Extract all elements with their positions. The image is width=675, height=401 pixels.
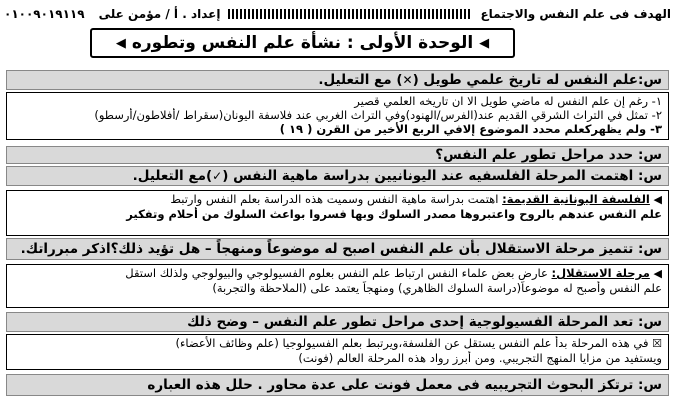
answer-1-line-2: ٢- تمثل في التراث الشرقي القديم عند(الفرس/الهنود)وفي التراث الغربي عند فلاسفة اليونان(سقراط /أفلاطون/أرسطو): [94, 108, 662, 122]
question-1: س: علم النفس له تاريخ علمي طويل ( ✕ ) مع التعليل.: [6, 70, 669, 90]
answer-5-line-2: ويستفيد من مزايا المنهج التجريبي. ومن أبرز رواد هذه المرحلة العالم (فونت): [298, 351, 662, 365]
answer-3-line-1: اهتمت بدراسة ماهية النفس وسميت هذه الدراسة بعلم النفس وارتبط: [170, 192, 499, 206]
arrow-icon: ◀: [653, 193, 662, 206]
arrow-icon: ◀: [115, 35, 126, 51]
question-3: س: اهتمت المرحلة الفلسفيه عند اليونانيين بدراسة ماهية النفس ( ✓ )مع التعليل.: [6, 166, 669, 186]
header-prepared-by: إعداد . أ / مؤمن على: [98, 7, 221, 21]
answer-1-line-3: ٣- ولم يظهركعلم محدد الموضوع إلافي الربع الأخير من القرن ( ١٩ ): [279, 122, 662, 136]
question-2-text: س: حدد مراحل تطور علم النفس؟: [435, 147, 662, 163]
header-divider: [228, 9, 472, 19]
question-4: [6, 238, 669, 260]
question-6: [6, 374, 669, 396]
unit-title-banner: [90, 28, 515, 58]
answer-4: [6, 264, 669, 308]
answer-5: [6, 334, 669, 370]
question-6-text: س: ترتكز البحوث التجريبيه فى معمل فونت على عدة محاور . حلل هذه العباره: [147, 377, 662, 393]
answer-1: [6, 92, 669, 140]
answer-3-line-2: علم النفس عندهم بالروح واعتبروها مصدر السلوك وبها فسروا بواعث السلوك من أحلام وتفكير: [126, 207, 662, 221]
question-2: [6, 146, 669, 164]
page-header: [4, 3, 671, 25]
answer-3-heading: الفلسفة اليونانية القديمة:: [502, 192, 650, 206]
header-phone: ٠١٠٠٩٠١٩١١٩: [4, 7, 85, 21]
header-subject-title: الهدف فى علم النفس والاجتماع: [480, 7, 671, 21]
answer-3: [6, 190, 669, 236]
question-1-text: س:: [637, 72, 662, 88]
answer-4-line-1: عارض بعض علماء النفس ارتباط علم النفس بعلوم الفسيولوجي والبيولوجي ولذلك استقل: [125, 266, 548, 280]
cross-mark-icon: ✕: [402, 73, 413, 87]
question-5-text: س: تعد المرحلة الفسيولوجية إحدى مراحل تطور علم النفس – وضح ذلك: [187, 314, 662, 330]
answer-1-line-1: ١- رغم إن علم النفس له ماضي طويل الا ان تاريخه العلمي قصير: [354, 94, 662, 108]
question-4-text: س: تتميز مرحلة الاستقلال بأن علم النفس اصبح له موضوعاً ومنهجاً – هل تؤيد ذلك؟اذكر مبرراتك.: [20, 241, 662, 257]
arrow-icon: ◀: [653, 267, 662, 280]
unit-title: الوحدة الأولى : نشأة علم النفس وتطوره: [131, 33, 474, 53]
answer-4-heading: مرحلة الاستقلال:: [551, 266, 650, 280]
answer-5-line-1: في هذه المرحلة بدأ علم النفس يستقل عن الفلسفة،ويرتبط بعلم الفسيولوجيا (علم وظائف الأعضاء): [175, 336, 649, 350]
check-mark-icon: ✓: [212, 169, 223, 183]
answer-4-line-2: علم النفس وأصبح له موضوعاً(دراسة السلوك الظاهري) ومنهجاً يعتمد على (الملاحظة والتجربة): [212, 281, 662, 295]
question-3-text: س: اهتمت المرحلة الفلسفيه عند اليونانيين بدراسة ماهية النفس (: [222, 168, 662, 184]
checkbox-icon: ☒: [652, 337, 662, 350]
arrow-icon: ◀: [479, 35, 490, 51]
question-5: [6, 312, 669, 332]
